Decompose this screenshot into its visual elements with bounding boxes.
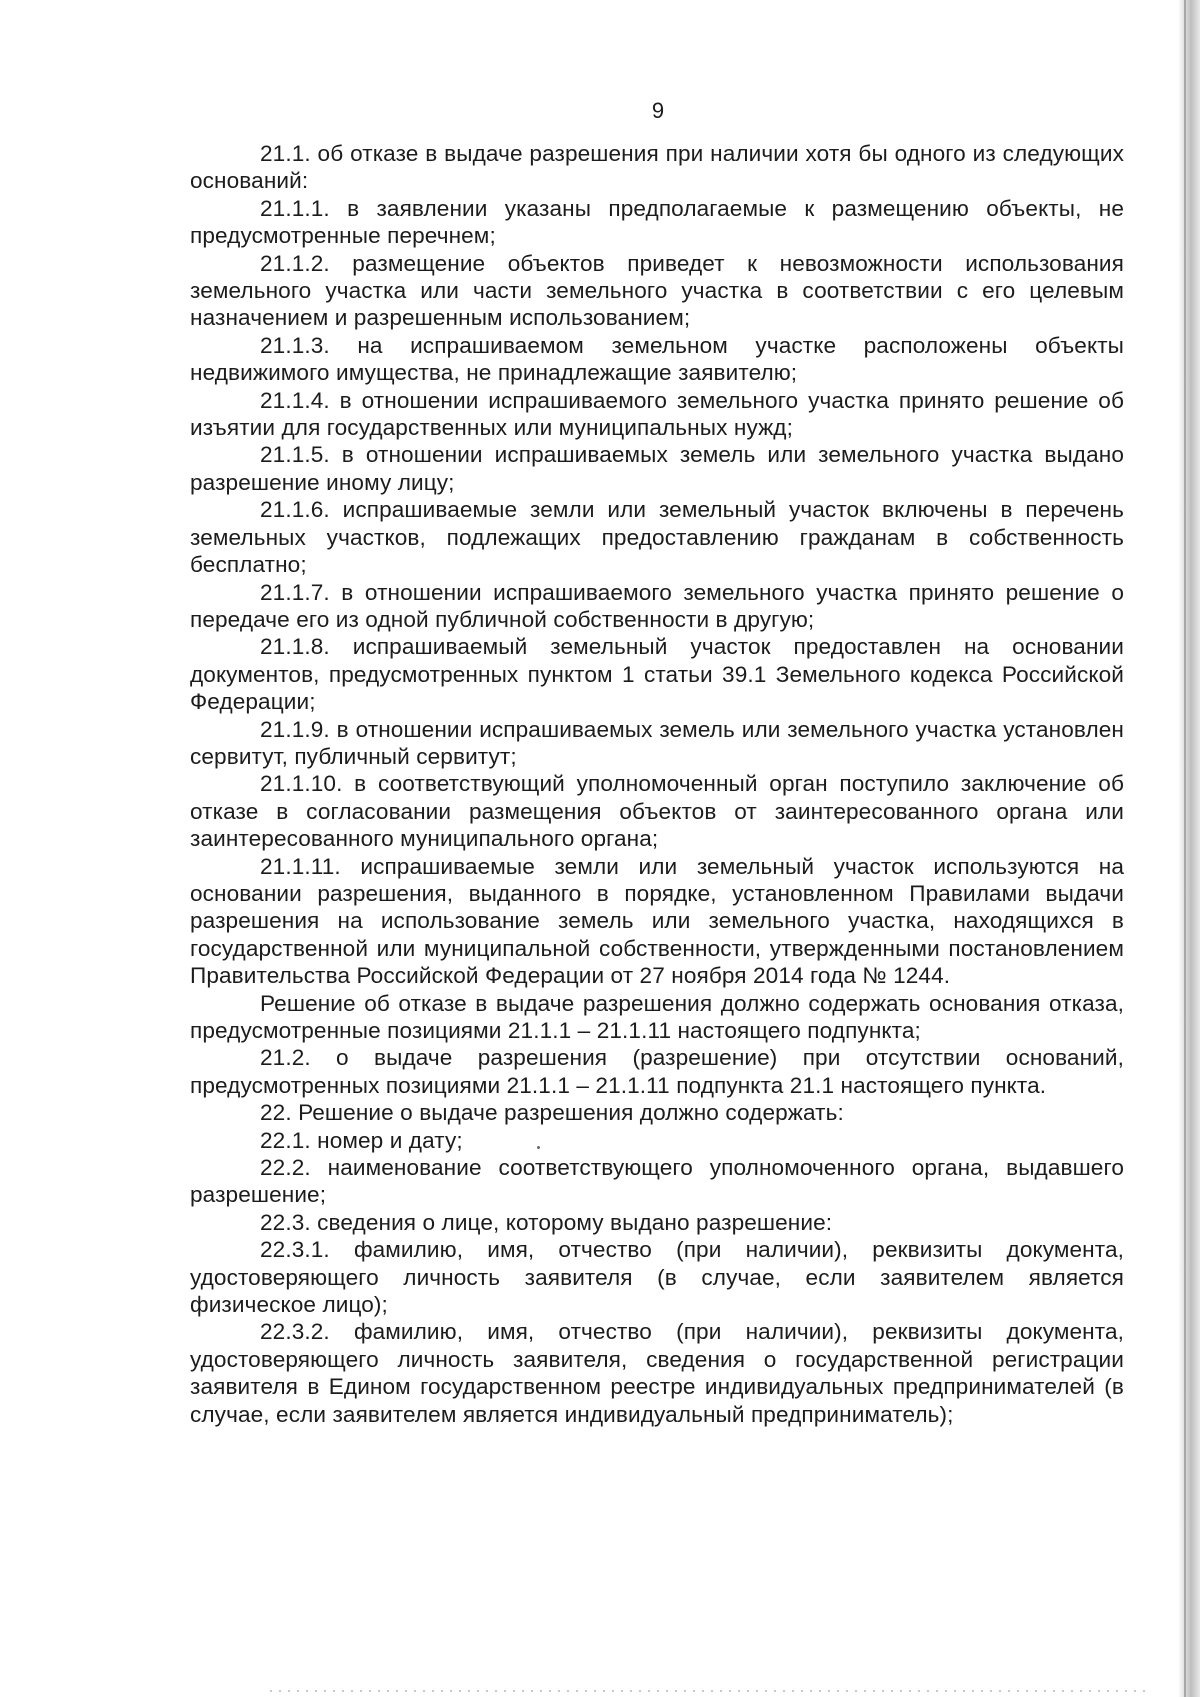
document-body — [190, 140, 1124, 1428]
paragraph-22-3: 22.3. сведения о лице, которому выдано разрешение: — [260, 1209, 833, 1235]
paragraph-22-2: 22.2. наименование соответствующего уполномоченного органа, выдавшего разрешение; — [190, 1155, 1124, 1208]
paragraph-21-1-11: 21.1.11. испрашиваемые земли или земельный участок используются на основании разрешения, выданного в порядке, установленном Правилами выдачи разрешения на использование земель или земельного участка, находящихся в государственной или муниципальной собственности, утвержденными постановлением Правительства Российской Федерации от 27 ноября 2014 года № 1244. — [190, 853, 1124, 989]
paragraph-21-1-9: 21.1.9. в отношении испрашиваемых земель или земельного участка установлен сервитут, публичный сервитут; — [190, 716, 1124, 769]
paragraph-refusal-grounds: Решение об отказе в выдаче разрешения должно содержать основания отказа, предусмотренные позициями 21.1.1 – 21.1.11 настоящего подпункта; — [190, 990, 1124, 1043]
paragraph-21-2: 21.2. о выдаче разрешения (разрешение) при отсутствии оснований, предусмотренных позициями 21.1.1 – 21.1.11 подпункта 21.1 настоящего пункта. — [190, 1045, 1124, 1098]
paragraph-22-3-1: 22.3.1. фамилию, имя, отчество (при наличии), реквизиты документа, удостоверяющего личность заявителя (в случае, если заявителем является физическое лицо); — [190, 1237, 1124, 1318]
paragraph-21-1-10: 21.1.10. в соответствующий уполномоченный орган поступило заключение об отказе в согласовании размещения объектов от заинтересованного органа или заинтересованного муниципального органа; — [190, 771, 1124, 852]
paragraph-21-1-7: 21.1.7. в отношении испрашиваемого земельного участка принято решение о передаче его из одной публичной собственности в другую; — [190, 579, 1124, 632]
paragraph-22-1: 22.1. номер и дату; — [260, 1127, 463, 1153]
paragraph-21-1-1: 21.1.1. в заявлении указаны предполагаемые к размещению объекты, не предусмотренные перечнем; — [190, 195, 1124, 249]
paragraph-21-1-2: 21.1.2. размещение объектов приведет к невозможности использования земельного участка или части земельного участка в соответствии с его целевым назначением и разрешенным использованием; — [190, 250, 1124, 331]
scan-bottom-artifact — [270, 1690, 1150, 1692]
paragraph-21-1-3: 21.1.3. на испрашиваемом земельном участке расположены объекты недвижимого имущества, не принадлежащие заявителю; — [190, 332, 1124, 386]
paragraph-22-3-2: 22.3.2. фамилию, имя, отчество (при наличии), реквизиты документа, удостоверяющего личность заявителя, сведения о государственной регистрации заявителя в Едином государственном реестре индивидуальных предпринимателей (в случае, если заявителем является индивидуальный предприниматель); — [190, 1319, 1124, 1427]
paragraph-21-1-4: 21.1.4. в отношении испрашиваемого земельного участка принято решение об изъятии для государственных или муниципальных нужд; — [190, 387, 1124, 441]
paragraph-21-1-5: 21.1.5. в отношении испрашиваемых земель или земельного участка выдано разрешение иному лицу; — [190, 442, 1124, 495]
scan-edge-line — [1184, 0, 1186, 1697]
paragraph-22: 22. Решение о выдаче разрешения должно содержать: — [260, 1100, 844, 1126]
scan-speck — [537, 1146, 540, 1149]
scan-edge-shadow — [1178, 0, 1200, 1697]
paragraph-21-1-8: 21.1.8. испрашиваемый земельный участок предоставлен на основании документов, предусмотренных пунктом 1 статьи 39.1 Земельного кодекса Российской Федерации; — [190, 634, 1124, 715]
paragraph-21-1: 21.1. об отказе в выдаче разрешения при наличии хотя бы одного из следующих оснований: — [190, 141, 1124, 194]
page-number: 9 — [651, 98, 665, 123]
paragraph-21-1-6: 21.1.6. испрашиваемые земли или земельный участок включены в перечень земельных участков, подлежащих предоставлению гражданам в собственность бесплатно; — [190, 497, 1124, 578]
